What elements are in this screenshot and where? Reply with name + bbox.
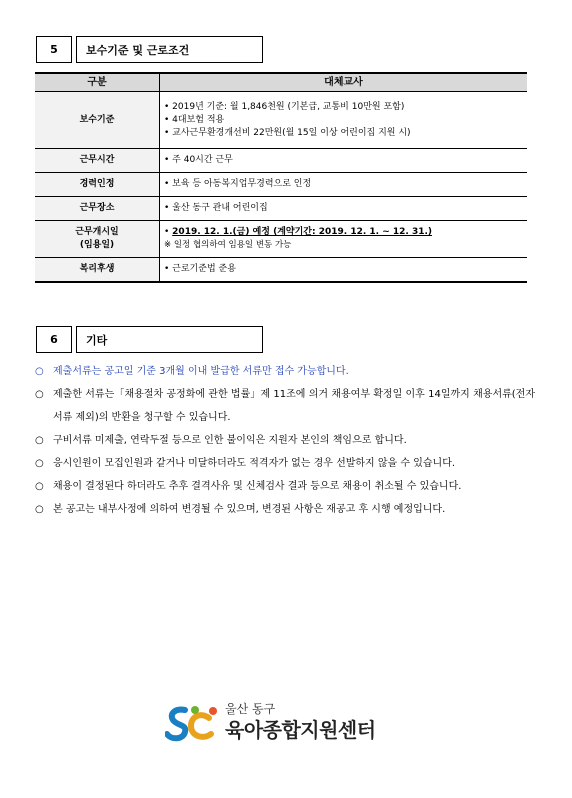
pay-line-3: • 교사근무환경개선비 22만원(월 15일 이상 어린이집 지원 시) (164, 127, 527, 140)
row-label-place: 근무장소 (35, 197, 160, 221)
welfare-text: • 근로기준법 준용 (164, 263, 527, 276)
list-item (35, 360, 535, 383)
center-logo (165, 700, 395, 745)
list-item (35, 429, 535, 452)
list-item (35, 452, 535, 475)
start-date-text: 2019. 12. 1.(금) 예정 (계약기간: 2019. 12. 1. ~ 12. 31.) (172, 227, 433, 237)
logo-mark-icon (165, 704, 221, 744)
notice-list (35, 360, 535, 521)
row-content-pay (160, 92, 528, 149)
table-row (35, 92, 527, 149)
list-item (35, 383, 535, 429)
table-row (35, 197, 527, 221)
row-label-career: 경력인정 (35, 173, 160, 197)
table-row (35, 149, 527, 173)
list-item (35, 498, 535, 521)
column-header-category: 구분 (35, 73, 160, 92)
conditions-table (35, 72, 527, 283)
row-label-hours: 근무시간 (35, 149, 160, 173)
table-row (35, 173, 527, 197)
row-content-start (160, 221, 528, 258)
list-item (35, 475, 535, 498)
circle-bullet-icon: ○ (35, 389, 44, 400)
hours-text: • 주 40시간 근무 (164, 154, 527, 167)
notice-text: 본 공고는 내부사정에 의하여 변경될 수 있으며, 변경된 사항은 재공고 후 시행 예정입니다. (53, 504, 446, 515)
section-5-number: 5 (36, 36, 72, 63)
pay-line-1: • 2019년 기준: 월 1,846천원 (기본급, 교통비 10만원 포함) (164, 101, 527, 114)
circle-bullet-icon: ○ (35, 458, 44, 469)
start-label-line-1: 근무개시일 (75, 227, 119, 237)
notice-text: 응시인원이 모집인원과 같거나 미달하더라도 적격자가 없는 경우 선발하지 않을 수 있습니다. (53, 458, 456, 469)
table-header-row (35, 73, 527, 92)
pay-line-2: • 4대보험 적용 (164, 114, 527, 127)
notice-text: 채용이 결정된다 하더라도 추후 결격사유 및 신체검사 결과 등으로 채용이 취소될 수 있습니다. (53, 481, 462, 492)
section-6-header (36, 326, 263, 353)
table-row (35, 221, 527, 258)
section-5-header (36, 36, 263, 63)
logo-subtitle: 울산 동구 (225, 702, 276, 716)
start-label-line-2: (임용일) (79, 240, 115, 250)
place-text: • 울산 동구 관내 어린이집 (164, 202, 527, 215)
notice-text: 제출한 서류는「채용절차 공정화에 관한 법률」제 11조에 의거 채용여부 확정일 이후 14일까지 채용서류(전자서류 제외)의 반환을 청구할 수 있습니다. (53, 389, 535, 423)
circle-bullet-icon: ○ (35, 435, 44, 446)
row-content-welfare (160, 258, 528, 283)
section-6-number: 6 (36, 326, 72, 353)
section-5-title: 보수기준 및 근로조건 (76, 36, 263, 63)
section-6-title: 기타 (76, 326, 263, 353)
notice-text: 구비서류 미제출, 연락두절 등으로 인한 불이익은 지원자 본인의 책임으로 합니다. (53, 435, 407, 446)
circle-bullet-icon: ○ (35, 481, 44, 492)
notice-text: 제출서류는 공고일 기준 3개월 이내 발급한 서류만 접수 가능합니다. (53, 366, 349, 377)
column-header-substitute-teacher: 대체교사 (160, 73, 528, 92)
row-label-start (35, 221, 160, 258)
row-content-place (160, 197, 528, 221)
row-label-pay: 보수기준 (35, 92, 160, 149)
career-text: • 보육 등 아동복지업무경력으로 인정 (164, 178, 527, 191)
table-row (35, 258, 527, 283)
row-content-career (160, 173, 528, 197)
row-content-hours (160, 149, 528, 173)
circle-bullet-icon: ○ (35, 366, 44, 377)
circle-bullet-icon: ○ (35, 504, 44, 515)
row-label-welfare: 복리후생 (35, 258, 160, 283)
start-note: ※ 일정 협의하여 임용일 변동 가능 (164, 240, 292, 250)
logo-title: 육아종합지원센터 (225, 718, 376, 742)
